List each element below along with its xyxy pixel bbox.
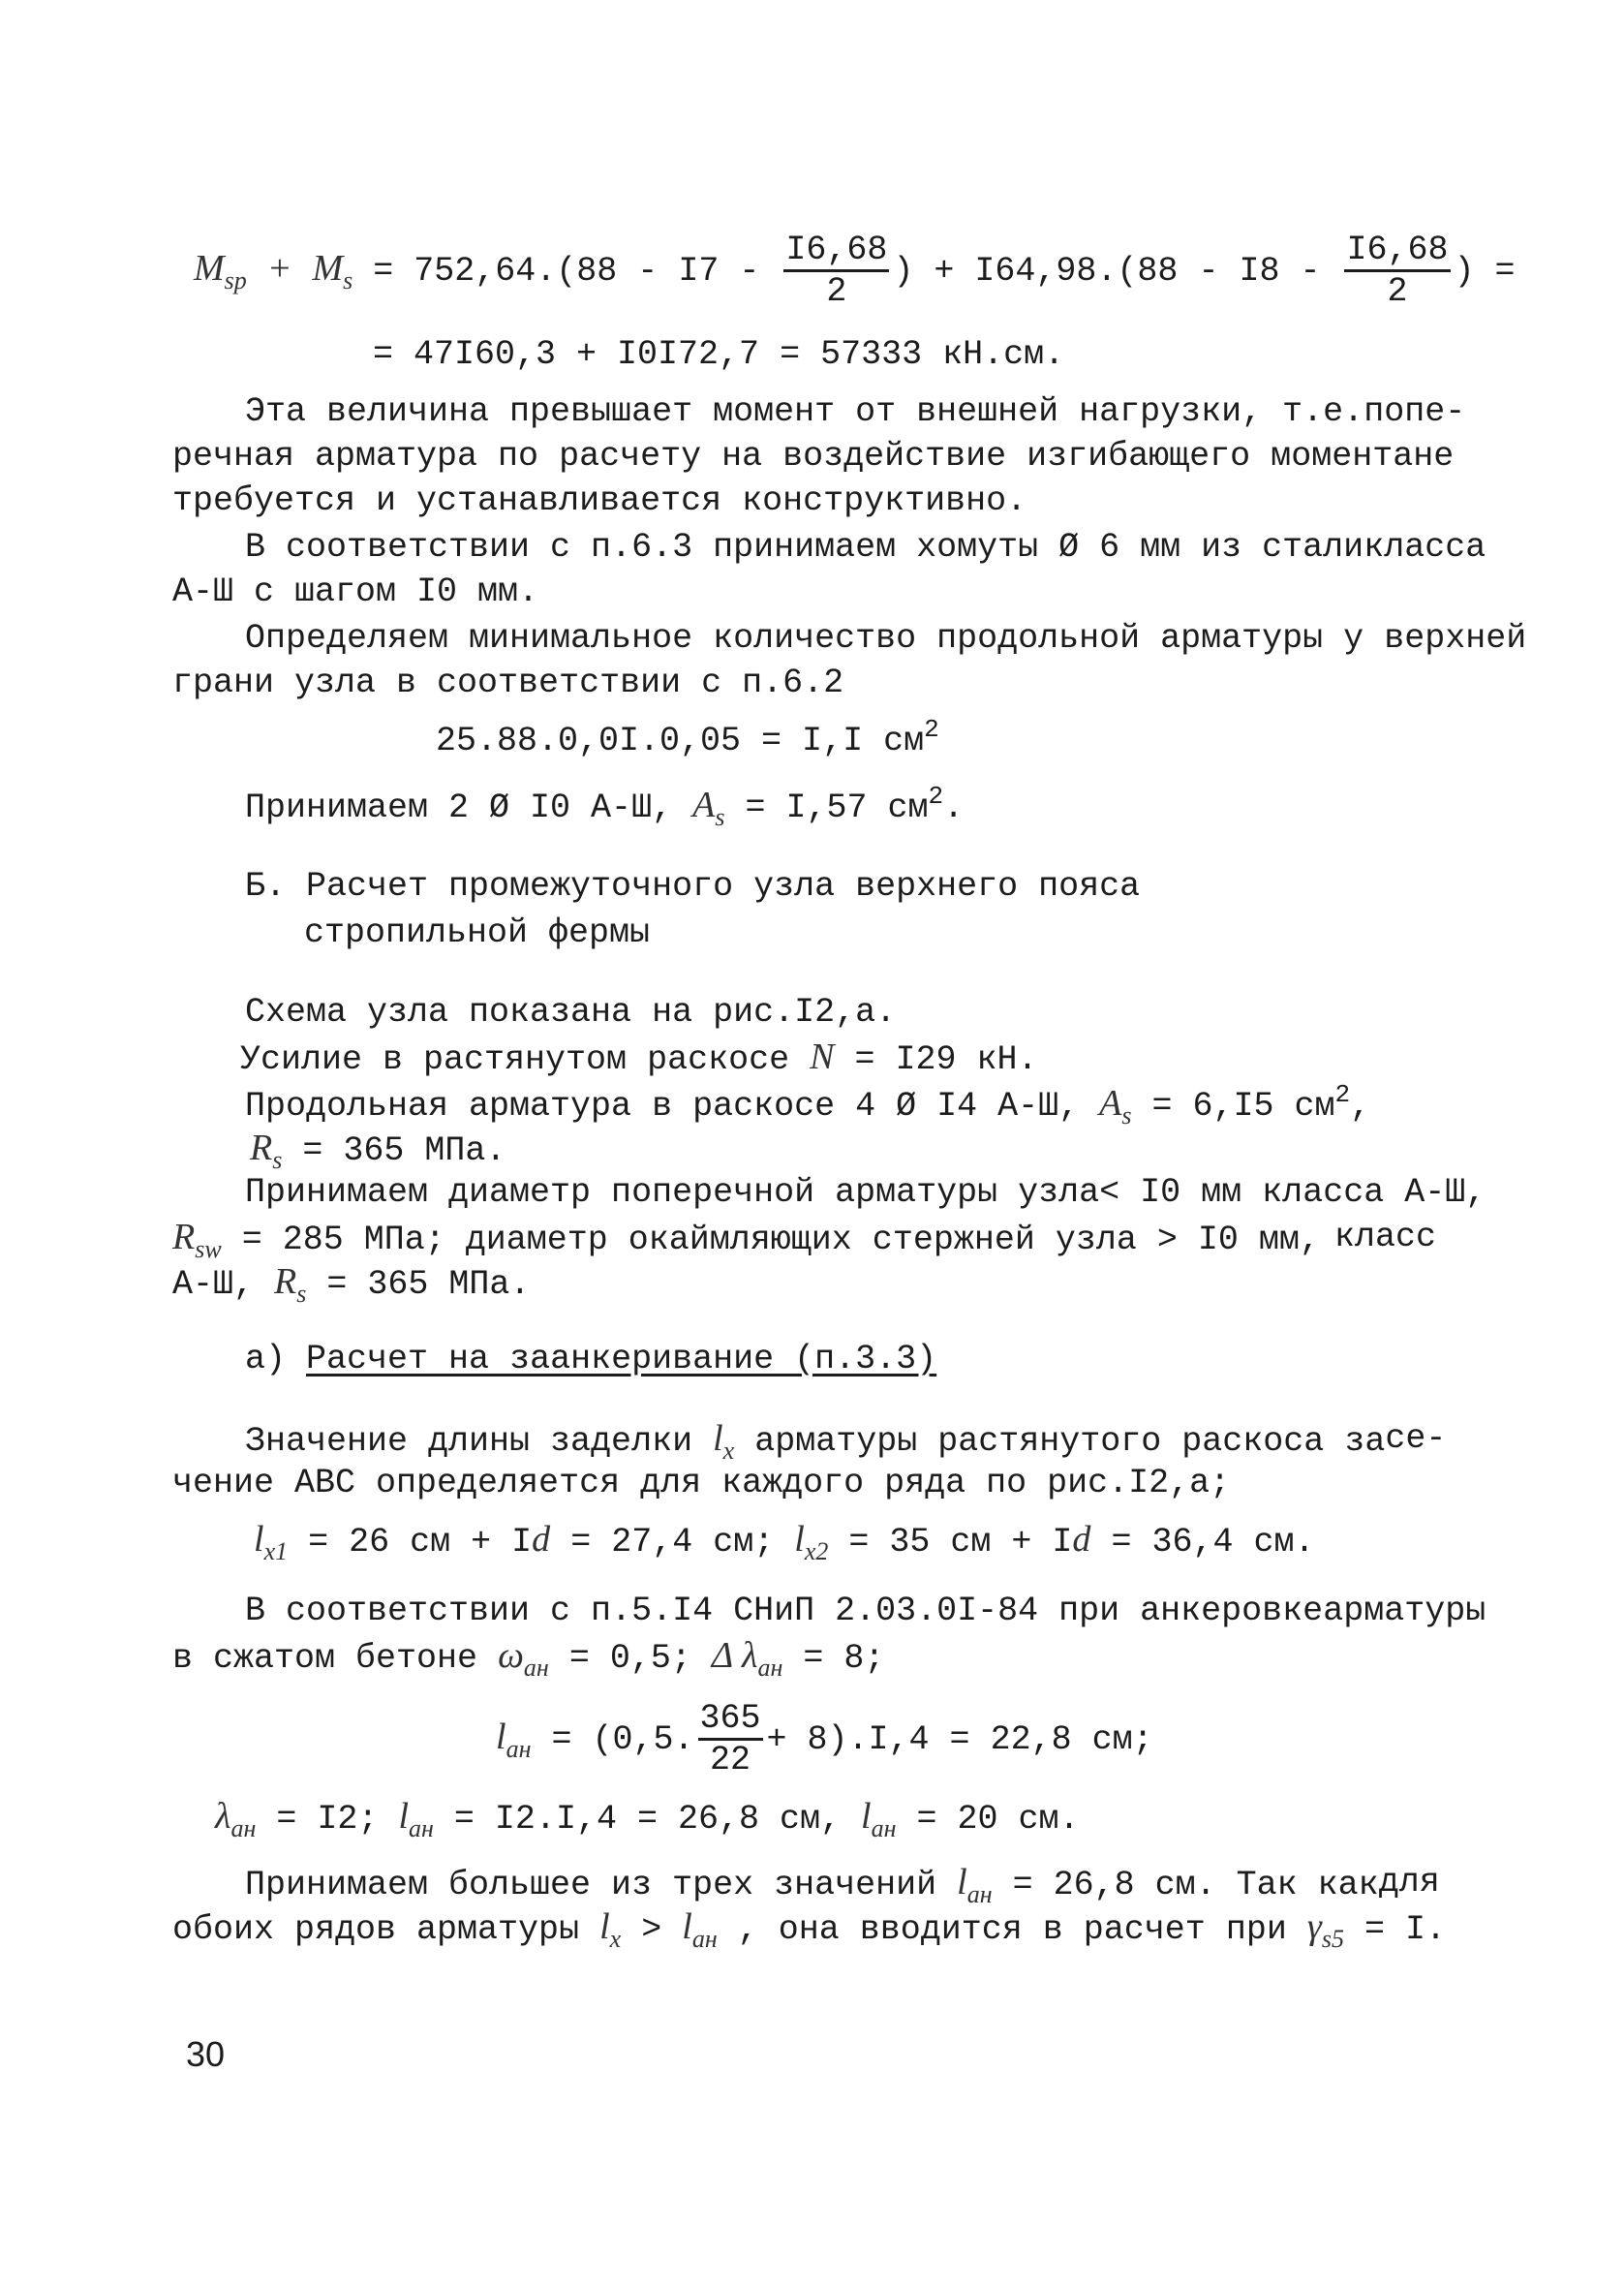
paragraph-line: чение АВС определяется для каждого ряда по рис.I2,а; [172,1464,1231,1502]
paragraph-line: А-Ш, $R_s = 365$ МПа. [172,1261,531,1308]
page-number: 30 [186,2034,226,2074]
paragraph-line: Эта величина превышает момент от внешней нагрузки, т.е. попе- [245,392,1466,431]
equation-min-area: 25.88.0,0I.0,05 = I,I $см^2$ [436,715,939,760]
paragraph-line: требуется и устанавливается конструктивно. [172,481,1027,520]
paragraph-line: Принимаем диаметр поперечной арматуры узла < I0 мм класса А-Ш, [245,1173,1486,1212]
paragraph-line: Принимаем большее из трех значений $l_{ан} = 26,8$ см. Так как для [245,1862,1440,1908]
formula-lengths: $l_{x1} = 26$ см + Id = 27,4 см; $l_{x2} = 35$ см + Id = 36,4 см. [254,1519,1315,1565]
equation-anchorage-length: $l_{ан} = (0,5$. $\frac{365}{22}$ + 8).I,4 = 22,8 см; [496,1699,1153,1780]
paragraph-line: обоих рядов арматуры $l_x > l_{ан}$ , она вводится в расчет при $\gamma_{s5} = I$. [172,1906,1446,1953]
paragraph-line: Определяем минимальное количество продольной арматуры у верхней [245,619,1527,658]
paragraph-line: Усилие в растянутом раскосе N = I29 кН. [240,1036,1038,1079]
paragraph-line: А-Ш с шагом I0 мм. [172,572,539,611]
section-heading-cont: стропильной фермы [304,913,651,952]
paragraph-line: В соответствии с п.6.3 принимаем хомуты Ø 6 мм из стали класса [245,528,1486,567]
paragraph-line: Схема узла показана на рис.I2,а. [245,993,897,1032]
equation-moments-line1: $M_{sp} + M_s = 752,64.(88 - I7$ - $\frac{I6,68}{2}$ ) + I64,98.(88 - I8 - $\frac{I6,68}{2}$ ) = [194,231,1516,312]
paragraph-line: Значение длины заделки $l_x$ арматуры растянутого раскоса за се- [245,1418,1447,1465]
equation-lambda: $\lambda_{ан} = I2$; $l_{ан} = I2.I,4 = 26,8$ см, $l_{ан} = 20$ см. [215,1796,1080,1842]
subsection-heading: а) Расчет на заанкеривание (п.3.3) [245,1340,937,1378]
paragraph-line: речная арматура по расчету на воздействие изгибающего момента не [172,437,1455,476]
fraction: $\frac{I6,68}{2}$ [785,231,888,312]
paragraph-line: в сжатом бетоне $\omega_{ан} = 0,5$; Δ $\lambda_{ан} = 8$; [172,1635,885,1682]
paragraph-line: грани узла в соответствии с п.6.2 [172,664,844,702]
section-heading: Б. Расчет промежуточного узла верхнего пояса [245,867,1141,906]
paragraph-line: $R_s = 365$ МПа. [250,1128,506,1174]
equation-moments-line2: = 47I60,3 + I0I72,7 = 57333 кН.см. [373,335,1065,374]
paragraph-line: $R_{sw} = 285$ МПа; диаметр окаймляющих стержней узла > I0 мм, класс [172,1217,1436,1263]
fraction: $\frac{365}{22}$ [699,1699,761,1780]
paragraph-line: Продольная арматура в раскосе 4 Ø I4 А-Ш, $A_s = 6,I5$ $см^2$, [245,1080,1371,1129]
fraction: $\frac{I6,68}{2}$ [1346,231,1449,312]
paragraph-line: В соответствии с п.5.I4 СНиП 2.03.0I-84 при анкеровке арматуры [245,1592,1486,1630]
accepted-reinforcement: Принимаем 2 Ø I0 А-Ш, $A_s = I,57$ $см^2$. [245,782,965,831]
